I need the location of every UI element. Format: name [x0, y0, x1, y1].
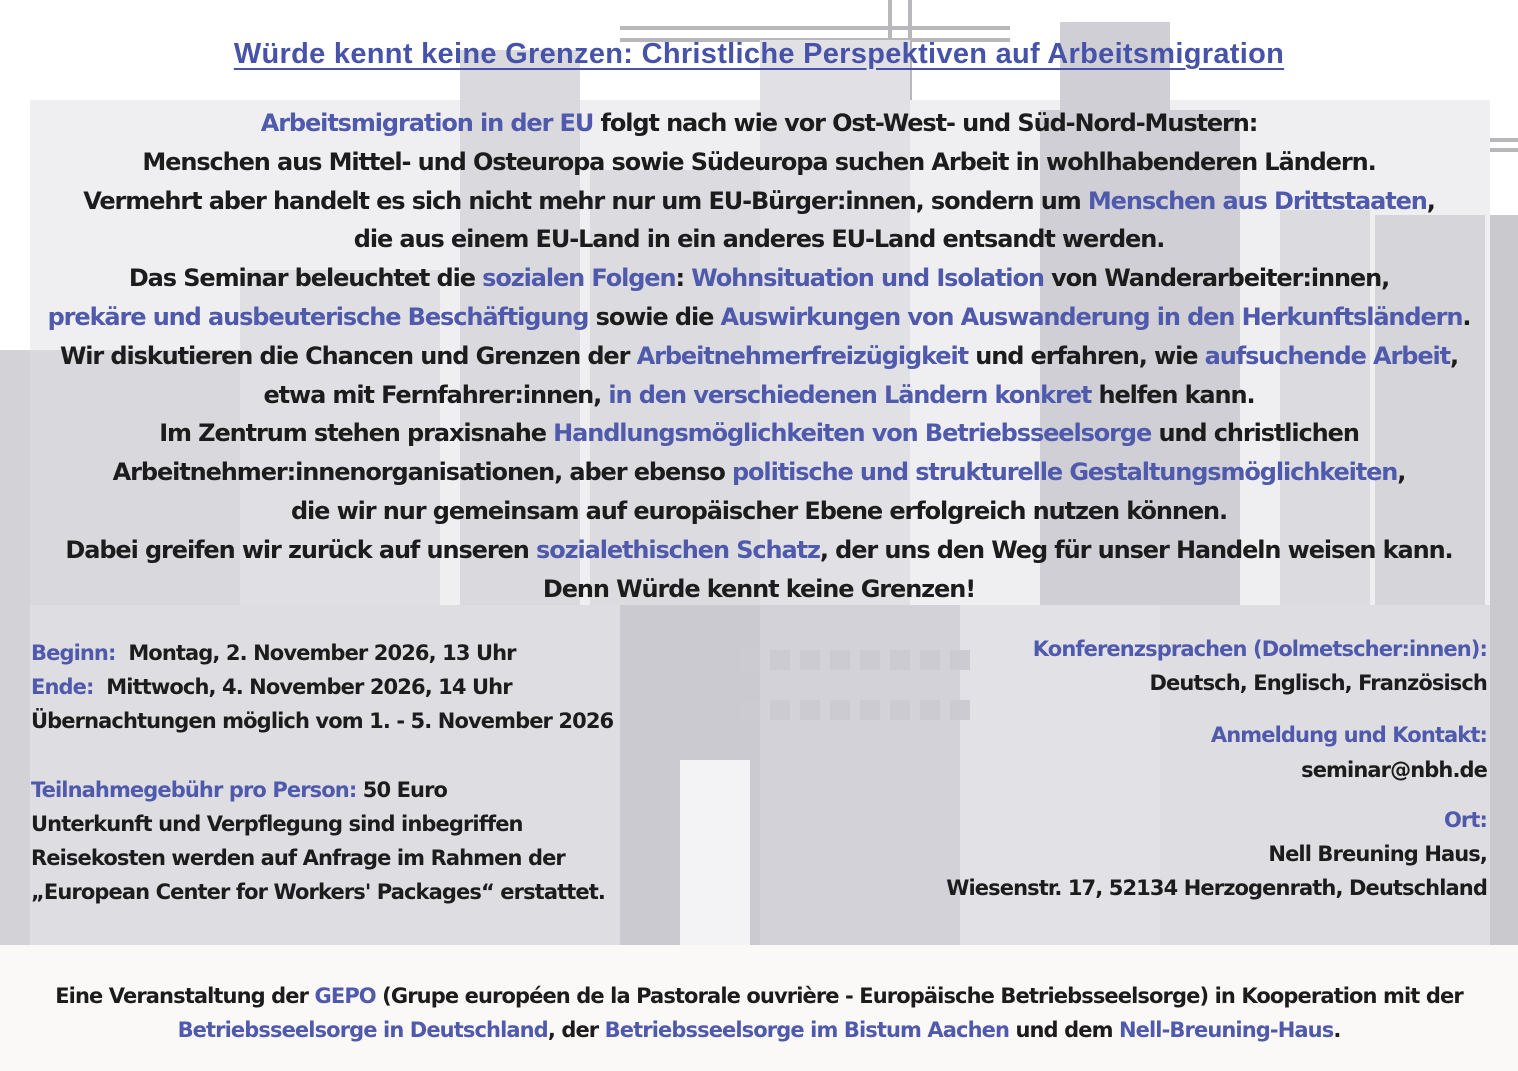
fee-row [31, 773, 613, 807]
highlighted-phrase: Arbeitsmigration in der EU [260, 109, 594, 137]
begin-label: Beginn: [31, 641, 116, 665]
intro-text: Vermehrt aber handelt es sich nicht mehr nur um EU-Bürger:innen, sondern um [83, 186, 1088, 215]
intro-text: Wir diskutieren die Chancen und Grenzen der [59, 341, 637, 370]
org-betriebsseelsorge-deutschland: Betriebsseelsorge in Deutschland [177, 1018, 548, 1042]
intro-text: Arbeitnehmer:innenorganisationen, aber ebenso [112, 458, 732, 487]
intro-line-12 [20, 531, 1498, 570]
location-line-1: Nell Breuning Haus, [1268, 842, 1487, 867]
footer-line-2 [0, 1013, 1518, 1047]
event-contact-details [946, 632, 1487, 905]
intro-paragraph [20, 104, 1498, 608]
intro-text: , der uns den Weg für unser Handeln weisen kann. [819, 535, 1453, 564]
intro-text: helfen kann. [1091, 380, 1255, 409]
intro-text: und erfahren, wie [967, 341, 1205, 370]
footer-text: . [1333, 1018, 1341, 1042]
highlighted-phrase: politische und strukturelle Gestaltungsmöglichkeiten [731, 458, 1398, 487]
highlighted-phrase: Menschen aus Drittstaaten [1087, 186, 1427, 215]
fee-note-3: „European Center for Workers' Packages“ erstattet. [31, 880, 605, 905]
intro-text: Dabei greifen wir zurück auf unseren [65, 535, 537, 564]
organizer-footer [0, 979, 1518, 1047]
location-line-2: Wiesenstr. 17, 52134 Herzogenrath, Deutschland [946, 876, 1487, 901]
intro-text: Menschen aus Mittel- und Osteuropa sowie Südeuropa suchen Arbeit in wohlhabenderen Ländern. [142, 147, 1376, 176]
languages-label: Konferenzsprachen (Dolmetscher:innen): [1032, 637, 1487, 661]
intro-line-7 [20, 337, 1498, 376]
begin-row [31, 636, 613, 670]
highlighted-phrase: Wohnsituation und Isolation [691, 264, 1044, 293]
begin-value: Montag, 2. November 2026, 13 Uhr [128, 641, 516, 665]
overnight-note: Übernachtungen möglich vom 1. - 5. November 2026 [31, 709, 614, 734]
intro-line-10 [20, 453, 1498, 492]
intro-text: folgt nach wie vor Ost-West- und Süd-Nord-Mustern: [593, 109, 1258, 137]
end-label: Ende: [31, 675, 94, 700]
highlighted-phrase: in den verschiedenen Ländern konkret [608, 380, 1092, 409]
intro-text: Das Seminar beleuchtet die [128, 264, 483, 293]
intro-line-1 [20, 104, 1498, 143]
intro-line-5 [20, 259, 1498, 298]
contact-email-link[interactable]: seminar@nbh.de [1301, 757, 1487, 782]
event-details [31, 636, 613, 909]
end-value: Mittwoch, 4. November 2026, 14 Uhr [106, 675, 512, 700]
fee-note-2: Reisekosten werden auf Anfrage im Rahmen der [31, 846, 565, 871]
event-title: Würde kennt keine Grenzen: Christliche Perspektiven auf Arbeitsmigration [233, 38, 1285, 70]
intro-line-13 [20, 570, 1498, 609]
intro-line-11 [20, 492, 1498, 531]
intro-text: sowie die [588, 302, 721, 331]
highlighted-phrase: Handlungsmöglichkeiten von Betriebsseelsorge [553, 419, 1152, 448]
spacer [946, 787, 1487, 803]
intro-text: etwa mit Fernfahrer:innen, [263, 380, 609, 409]
gepo-name: GEPO [314, 984, 376, 1008]
fee-note-1: Unterkunft und Verpflegung sind inbegriffen [31, 811, 523, 836]
footer-line-1 [0, 979, 1518, 1013]
intro-line-4 [20, 220, 1498, 259]
intro-line-8 [20, 376, 1498, 415]
intro-text: : [675, 264, 692, 293]
footer-text: und dem [1009, 1018, 1119, 1042]
intro-line-9 [20, 414, 1498, 453]
intro-text: von Wanderarbeiter:innen, [1043, 264, 1390, 293]
intro-text: , [1426, 186, 1435, 215]
highlighted-phrase: prekäre und ausbeuterische Beschäftigung [47, 302, 589, 331]
intro-text: und christlichen [1151, 419, 1359, 448]
highlighted-phrase: aufsuchende Arbeit [1204, 341, 1451, 370]
intro-line-6 [20, 298, 1498, 337]
footer-text: (Grupe européen de la Pastorale ouvrière - Europäische Betriebsseelsorge) in Kooperation mit der [375, 984, 1463, 1008]
highlighted-phrase: Arbeitnehmerfreizügigkeit [636, 341, 968, 370]
fee-value: 50 Euro [362, 777, 448, 802]
location-label: Ort: [1443, 807, 1487, 832]
highlighted-phrase: sozialethischen Schatz [536, 535, 820, 564]
intro-text: die wir nur gemeinsam auf europäischer Ebene erfolgreich nutzen können. [290, 496, 1228, 525]
spacer [946, 700, 1487, 718]
highlighted-phrase: Auswirkungen von Auswanderung in den Herkunftsländern [720, 302, 1463, 331]
spacer [31, 739, 613, 773]
end-row [31, 670, 613, 704]
org-nell-breuning-haus: Nell-Breuning-Haus [1118, 1018, 1334, 1042]
intro-line-3 [20, 182, 1498, 221]
contact-label: Anmeldung und Kontakt: [1210, 723, 1487, 748]
highlighted-phrase: sozialen Folgen [482, 264, 676, 293]
org-betriebsseelsorge-aachen: Betriebsseelsorge im Bistum Aachen [604, 1018, 1010, 1042]
intro-text: , [1450, 341, 1459, 370]
intro-text: Im Zentrum stehen praxisnahe [159, 419, 554, 448]
intro-text: . [1462, 302, 1471, 331]
languages-value: Deutsch, Englisch, Französisch [1149, 671, 1487, 696]
footer-text: Eine Veranstaltung der [55, 984, 315, 1008]
intro-text: die aus einem EU-Land in ein anderes EU-Land entsandt werden. [353, 225, 1165, 254]
fee-label: Teilnahmegebühr pro Person: [31, 777, 357, 802]
intro-text: Denn Würde kennt keine Grenzen! [542, 574, 976, 603]
intro-line-2 [20, 143, 1498, 182]
intro-text: , [1397, 458, 1406, 487]
footer-text: , der [547, 1018, 605, 1042]
